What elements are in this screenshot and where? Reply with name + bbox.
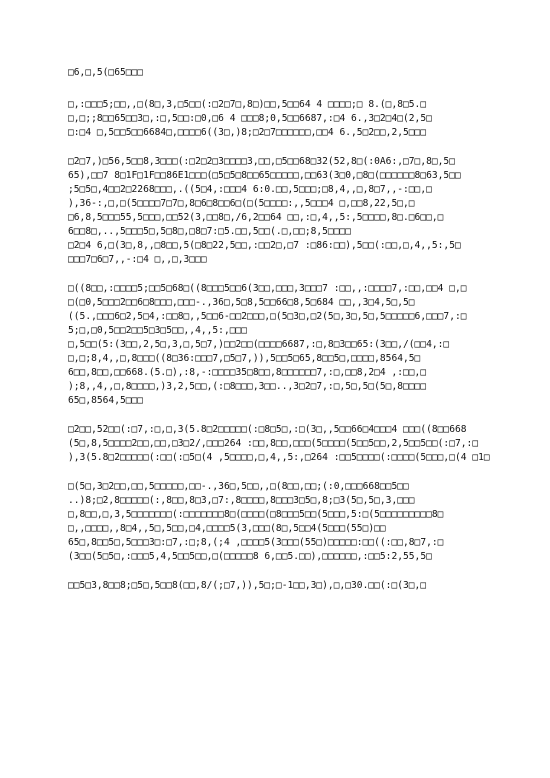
- paragraph-line: ((5.,□□□6□2,5□4,:□□8□,,5□□6-□□2□□□,□(5□3□,□2(5□,3□,5□,5□□□□□6,□□□7,:□: [68, 311, 467, 322]
- paragraph-line: (5□,8,5□□□□2□□,□□,□3□2/,□□□264 :□□,8□□,□□□(5□□□□(5□□5□□,2,5□□5□□(:□7,:□: [68, 438, 479, 449]
- paragraph-line: □(□0,5□□□2□□6□8□□□,□□□-.,36□,5□8,5□□66□8,5□684 □□,,3□4,5□,5□: [68, 297, 415, 308]
- paragraph-line: 65□,8564,5□□□: [68, 395, 144, 406]
- paragraph-line: □,5□□(5:(3□□,2,5□,3,□,5□7,)□□2□□(□□□□6687,:□,8□3□□65:(3□□,/(□□4,:□: [68, 339, 450, 350]
- paragraph-line: );8,,4,,□,8□□□□,)3,2,5□□,(:□8□□□,3□□..,3□2□7,:□,5□,5□(5□,8□□□□: [68, 381, 427, 392]
- paragraph-line: □2□4 6,□(3□,8,,□8□□,5(□8□22,5□□,:□□2□,□7 :□86:□□),5□□(:□□,□,4,,5:,5□: [68, 240, 461, 251]
- paragraph-line: 5;□,□0,5□□2□□5□3□5□□,,4,,5:,□□□: [68, 325, 248, 336]
- paragraph-line: □,,□□□□,,8□4,,5□,5□□,□4,□□□□5(3,□□□(8□,5□□4(5□□□(55□)□□: [68, 523, 386, 534]
- paragraph-line: ),36-:,□,□(5□□□□7□7□,8□6□8□□6□(□(5□□□□:,,5□□□4 □,□□8,22,5□,□: [68, 198, 415, 209]
- paragraph-line: □□□7□6□7,,-:□4 □,,□,3□□□: [68, 254, 207, 265]
- paragraph-line: ..)8;□2,8□□□□□(:,8□□,8□3,□7:,8□□□□,8□□□3□5□,8;□3(5□,5□,3,□□□: [68, 495, 415, 506]
- paragraph: [68, 423, 494, 465]
- paragraph-line: □,8□□,□,3,5□□□□□□□(:□□□□□□□8□(□□□□(□8□□□5□□(5□□□,5:□(5□□□□□□□□□8□: [68, 509, 444, 520]
- paragraph-line: □2□□,52□□(:□7,:□,□,3(5.8□2□□□□□(:□8□5□,:□(3□,,5□□66□4□□□4 □□□((8□□668: [68, 424, 467, 435]
- paragraph-line: □(5□,3□2□□,□□,5□□□□□,□□-.,36□,5□□,,□(8□□,□□;(:0,□□□668□□5□□: [68, 481, 409, 492]
- paragraph-line: ),3(5.8□2□□□□□(:□□(:□5□(4 ,5□□□□,□,4,,5:,□264 :□□5□□□□(:□□□□(5□□□,□(4 □1□: [68, 452, 490, 463]
- paragraph-line: ;5□5□,4□□2□2268□□□,.((5□4,:□□□4 6:0.□□,5□□□;□8,4,,□,8□7,,-:□□,□: [68, 184, 432, 195]
- paragraph-line: □2□7,)□56,5□□8,3□□□(:□2□2□3□□□□3,□□,□5□□68□32(52,8□(:0A6:,□7□,8□,5□: [68, 156, 455, 167]
- document-heading: □6,□,5(□65□□□: [68, 67, 144, 78]
- paragraph-line: 6□□8□,..,5□□□5□,5□8□,□8□7:□5.□□,5□□(.□,□□;8,5□□□□: [68, 226, 352, 237]
- paragraph: [68, 480, 494, 564]
- paragraph: [68, 579, 494, 593]
- paragraph: [68, 282, 494, 408]
- document-body: [68, 66, 494, 608]
- paragraph-line: (3□□(5□5□,:□□□5,4,5□□5□□,□(□□□□□8 6,□□5.□□),□□□□□□,:□□5:2,55,5□: [68, 551, 432, 562]
- paragraph-line: □,□;8,4,,□,8□□□((8□36:□□□7,□5□7,)),5□□5□65,8□□5□,□□□□,8564,5□: [68, 353, 421, 364]
- paragraph-line: □:□4 □,5□□5□□6684□,□□□□6((3□,)8;□2□7□□□□□□,□□4 6.,5□2□□,2,5□□□: [68, 127, 427, 138]
- paragraph-line: □6,8,5□□□55,5□□□,□□52(3,□□8□,/6,2□□64 □□,:□,4,,5:,5□□□□,8□.□6□□,□: [68, 212, 444, 223]
- paragraph-line: □□5□3,8□□8;□5□,5□□8(□□,8/(;□7,)),5□;□-1□□,3□),□,□30.□□(:□(3□,□: [68, 580, 427, 591]
- paragraph-line: 65),□□7 8□1F□1F□□86E1□□□(□5□5□8□□65□□□□□,□□63(3□0,□8□(□□□□□□8□63,5□□: [68, 170, 461, 181]
- paragraph-line: 6□□,8□□,□□668.(5.□),:8,-:□□□□35□8□□,8□□□□□□7,:□,□□8,2□4 ,:□□,□: [68, 367, 427, 378]
- paragraph-line: □,:□□□5;□□,,□(8□,3,□5□□(:□2□7□,8□)□□,5□□64 4 □□□□;□ 8.(□,8□5.□: [68, 99, 427, 110]
- paragraph-line: □((8□□,:□□□□5;□□5□68□((8□□□5□□6(3□□,□□□,3□□□7 :□□,,:□□□□7,:□□,□□4 □,□: [68, 283, 467, 294]
- paragraph-line: 65□,8□□5□,5□□□3□:□7,:□;8,(;4 ,□□□□5(3□□□(55□)□□□□□:□□((:□□,8□7,:□: [68, 537, 444, 548]
- paragraph: [68, 98, 494, 140]
- paragraph: [68, 155, 494, 267]
- paragraph-list: [68, 98, 494, 593]
- paragraph-line: □,□;;8□□65□□3□,:□,5□□:□0,□6 4 □□□8;0,5□□6687,:□4 6.,3□2□4□(2,5□: [68, 113, 432, 124]
